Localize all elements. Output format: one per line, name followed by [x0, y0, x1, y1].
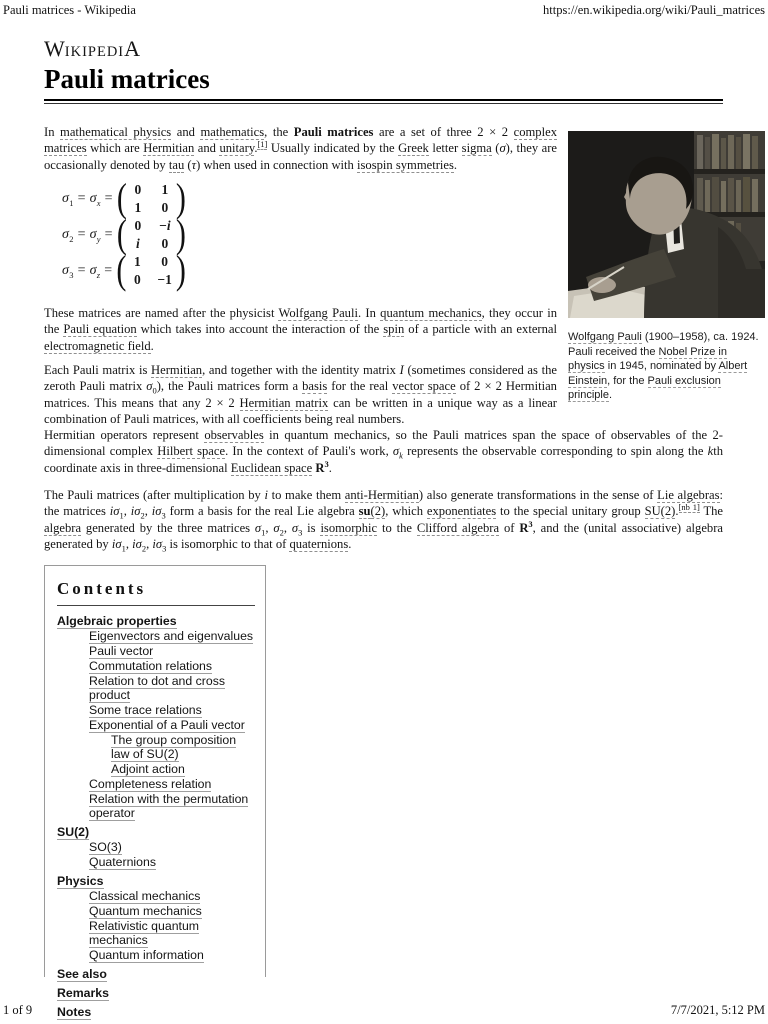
logo-letter: A: [124, 36, 141, 61]
inline-link[interactable]: anti-Hermitian: [344, 488, 419, 502]
toc-link[interactable]: Pauli vector: [89, 644, 154, 658]
matrix-cell: 0: [161, 200, 169, 215]
toc-link[interactable]: Adjoint action: [111, 762, 185, 776]
toc-item-adjoint-action[interactable]: [111, 762, 257, 776]
inline-link[interactable]: SU(2): [644, 504, 676, 519]
contents-box: [44, 565, 266, 1019]
inline-link[interactable]: Lie algebras: [657, 488, 720, 502]
toc-item-quaternions[interactable]: [89, 855, 257, 869]
inline-link[interactable]: su: [358, 504, 371, 519]
toc-link[interactable]: Remarks: [57, 986, 109, 1000]
right-paren: ): [175, 176, 186, 221]
toc-link[interactable]: Classical mechanics: [89, 889, 201, 903]
toc-link[interactable]: Relativistic quantum mechanics: [89, 919, 200, 947]
inline-link[interactable]: Clifford algebra: [416, 520, 500, 535]
equation-lhs: $\sigma_3 = \sigma_z$ =: [62, 263, 113, 280]
right-paren: ): [175, 212, 186, 257]
inline-link[interactable]: [1]: [257, 139, 268, 150]
toc-item-remarks[interactable]: [57, 986, 257, 1000]
matrix-cell: 0: [161, 236, 169, 251]
toc-item-physics[interactable]: [57, 874, 257, 888]
inline-link[interactable]: Pauli equation: [63, 322, 137, 337]
toc-link[interactable]: Notes: [57, 1005, 92, 1019]
toc-link[interactable]: Quaternions: [89, 855, 156, 869]
toc-link[interactable]: The group composition law of SU(2): [111, 733, 237, 761]
contents-title: Contents: [57, 579, 147, 598]
matrix-sigma3: [126, 254, 175, 288]
pauli-matrices-equations: [62, 176, 186, 293]
page-number: 1 of 9: [3, 1003, 33, 1017]
matrix-cell: 1: [134, 200, 142, 215]
matrix-cell: 0: [161, 254, 168, 269]
paragraph-observables: Hermitian operators represent observables in quantum mechanics, so the Pauli matrices span the space of observables of the 2-dimensional complex Hilbert space. In the context of Pauli's work, $\sigma_k$ represents the observable corresponding to spin along the kth coordinate axis in three-dimensional Euclidean space $R^3$.: [44, 428, 723, 475]
inline-link[interactable]: Hermitian matrix: [239, 395, 329, 410]
toc-link[interactable]: Algebraic properties: [57, 614, 177, 628]
matrix-sigma2: [127, 218, 176, 252]
inline-link[interactable]: algebra: [44, 520, 82, 535]
contents-divider: [57, 605, 255, 606]
photo-caption: Wolfgang Pauli (1900–1958), ca. 1924. Pauli received the Nobel Prize in physics in 1945, nominated by Albert Einstein, for the Pauli exclusion principle.: [568, 331, 759, 402]
toc-item-quantum-mechanics[interactable]: [89, 904, 257, 918]
toc-item-see-also[interactable]: [57, 967, 257, 981]
inline-link[interactable]: isospin symmetries: [357, 157, 454, 172]
toc-link[interactable]: Eigenvectors and eigenvalues: [89, 629, 254, 643]
toc-link[interactable]: Exponential of a Pauli vector: [89, 718, 245, 732]
wikipedia-logo: [44, 36, 140, 62]
toc-link[interactable]: SU(2): [57, 825, 90, 839]
matrix-sigma1: [127, 182, 176, 216]
toc-item-exponential-of-a-pauli-vector[interactable]: [89, 718, 257, 732]
pauli-photo-figure: [568, 131, 765, 403]
inline-link[interactable]: Hilbert space: [157, 444, 226, 459]
inline-link[interactable]: (2): [370, 504, 386, 519]
inline-link[interactable]: mathematics: [200, 125, 265, 139]
inline-link[interactable]: Wolfgang Pauli: [568, 331, 642, 343]
inline-link[interactable]: Nobel Prize in physics: [568, 345, 727, 373]
logo-letters: IKIPEDI: [64, 44, 125, 60]
toc-item-quantum-information[interactable]: [89, 948, 257, 962]
inline-link[interactable]: Euclidean space: [230, 460, 313, 475]
toc-link[interactable]: Quantum mechanics: [89, 904, 202, 918]
toc-item-some-trace-relations[interactable]: [89, 703, 257, 717]
inline-link[interactable]: observables: [204, 428, 264, 442]
toc-item-pauli-vector[interactable]: [89, 644, 257, 658]
inline-link[interactable]: exponentiates: [426, 504, 497, 519]
toc-item-relation-to-dot-and-cross-product[interactable]: [89, 674, 257, 702]
print-footer: [3, 1003, 765, 1018]
matrix-cell: −i: [159, 218, 171, 233]
print-header: [3, 3, 765, 18]
toc-item-commutation-relations[interactable]: [89, 659, 257, 673]
paragraph-named-after: These matrices are named after the physicist Wolfgang Pauli. In quantum mechanics, they occur in the Pauli equation which takes into account the interaction of the spin of a particle with an external electromagnetic field.: [44, 306, 557, 353]
inline-link[interactable]: mathematical physics: [60, 125, 172, 139]
page-title: Pauli matrices: [44, 64, 210, 94]
inline-link[interactable]: vector space: [392, 379, 456, 394]
toc-item-algebraic-properties[interactable]: [57, 614, 257, 628]
inline-link[interactable]: isomorphic: [320, 520, 378, 535]
inline-link[interactable]: complex: [513, 125, 557, 139]
toc-link[interactable]: Quantum information: [89, 948, 204, 962]
toc-link[interactable]: Commutation relations: [89, 659, 213, 673]
pauli-photo: [568, 131, 765, 318]
inline-link[interactable]: sigma: [461, 141, 492, 156]
toc-item-relativistic-quantum-mechanics[interactable]: [89, 919, 257, 947]
matrix-cell: −1: [157, 272, 172, 287]
matrix-cell: i: [135, 236, 140, 251]
print-timestamp: 7/7/2021, 5:12 PM: [670, 1003, 765, 1017]
inline-link[interactable]: Wolfgang Pauli: [278, 306, 358, 320]
toc-link[interactable]: SO(3): [89, 840, 122, 854]
toc-link[interactable]: Some trace relations: [89, 703, 202, 717]
matrix-cell: 0: [134, 218, 142, 233]
equation-sigma3: [62, 248, 186, 293]
toc-link[interactable]: Physics: [57, 874, 104, 888]
intro-paragraph: In mathematical physics and mathematics, the Pauli matrices are a set of three 2 × 2 complex matrices which are Hermitian and unitary.[1] Usually indicated by the Greek letter sigma (σ), they are occasionally denoted by tau (τ) when used in connection with isospin symmetries.: [44, 125, 558, 172]
toc-item-eigenvectors-and-eigenvalues[interactable]: [89, 629, 257, 643]
inline-link[interactable]: Hermitian: [151, 363, 203, 377]
inline-link[interactable]: Albert Einstein: [568, 360, 748, 387]
matrix-cell: 1: [134, 254, 141, 269]
print-header-title: Pauli matrices - Wikipedia: [3, 3, 136, 17]
inline-link[interactable]: spin: [383, 322, 405, 337]
left-paren: (: [116, 248, 127, 293]
print-header-url: https://en.wikipedia.org/wiki/Pauli_matrices: [543, 3, 765, 17]
toc-item-so3[interactable]: [89, 840, 257, 854]
matrix-cell: 0: [134, 182, 142, 197]
title-divider: [44, 99, 723, 104]
toc-link[interactable]: See also: [57, 967, 107, 981]
toc-item-relation-with-permutation-operator[interactable]: [89, 792, 257, 820]
left-paren: (: [116, 212, 127, 257]
left-paren: (: [116, 176, 127, 221]
inline-link[interactable]: Greek: [398, 141, 429, 156]
inline-link[interactable]: Pauli exclusion principle: [568, 374, 721, 402]
toc-link[interactable]: Relation to dot and cross product: [89, 674, 226, 702]
paragraph-lie-algebra: The Pauli matrices (after multiplication by i to make them anti-Hermitian) also generate transformations in the sense of Lie algebras: the matrices $i\sigma_1$, $i\sigma_2$, $i\sigma_3$ form a basis for the real Lie algebra su(2), which exponentiates to the special unitary group SU(2).[nb 1] The algebra generated by the three matrices $\sigma_1$, $\sigma_2$, $\sigma_3$ is isomorphic to the Clifford algebra of $R^3$, and the (unital associative) algebra generated by $i\sigma_1$, $i\sigma_2$, $i\sigma_3$ is isomorphic to that of quaternions.: [44, 488, 724, 554]
equation-lhs: $\sigma_1 = \sigma_x$ =: [62, 191, 113, 208]
paragraph-hermitian-basis: Each Pauli matrix is Hermitian, and together with the identity matrix I (sometimes considered as the zeroth Pauli matrix $\sigma_0$), the Pauli matrices form a basis for the real vector space of 2 × 2 Hermitian matrices. This means that any 2 × 2 Hermitian matrix can be written in a unique way as a linear combination of Pauli matrices, with all coefficients being real numbers.: [44, 363, 557, 427]
toc-item-classical-mechanics[interactable]: [89, 889, 257, 903]
toc-link[interactable]: Completeness relation: [89, 777, 212, 791]
toc-item-su2[interactable]: [57, 825, 257, 839]
right-paren: ): [175, 248, 186, 293]
inline-link[interactable]: Hermitian: [143, 141, 195, 156]
matrix-cell: 0: [134, 272, 141, 287]
inline-link[interactable]: [nb 1]: [678, 502, 700, 513]
inline-link[interactable]: quantum mechanics: [380, 306, 482, 320]
toc-link[interactable]: Relation with the permutation operator: [89, 792, 249, 820]
inline-link[interactable]: basis: [302, 379, 328, 394]
toc-item-group-composition-law-su2[interactable]: [111, 733, 257, 761]
matrix-cell: 1: [161, 182, 169, 197]
inline-link[interactable]: unitary: [219, 141, 255, 156]
equation-lhs: $\sigma_2 = \sigma_y$ =: [62, 227, 113, 244]
inline-link[interactable]: electromagnetic field: [44, 338, 151, 353]
toc-item-completeness-relation[interactable]: [89, 777, 257, 791]
logo-letter: W: [44, 36, 65, 61]
inline-link[interactable]: quaternions: [289, 537, 349, 552]
inline-link[interactable]: matrices: [44, 141, 87, 156]
inline-link[interactable]: tau: [168, 157, 185, 172]
